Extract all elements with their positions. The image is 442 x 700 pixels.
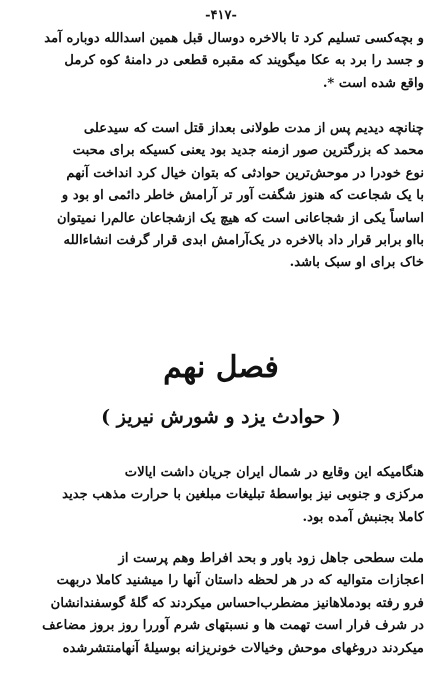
text-line: کاملا بجنبش آمده بود. xyxy=(302,509,424,525)
chapter-subtitle: ( حوادث یزد و شورش نیریز ) xyxy=(101,406,341,428)
text-line: چنانچه دیدیم پس از مدت طولانی بعداز قتل است که سیدعلی xyxy=(83,121,424,136)
chapter-title: فصل نهم xyxy=(163,350,279,385)
text-line: نوع خودرا در موحش‌ترین حوادثی که بتوان خیال کرد انداخت آنهم xyxy=(66,165,424,181)
text-line: در شرف فرار است تهمت ها و نسبتهای شرم آوررا روز بروز مضاعف xyxy=(42,618,424,634)
text-line: با یک شجاعت که هنوز شگفت آور تر آرامش خاطر دائمی او بود و xyxy=(61,188,424,204)
page-number: -۴۱۷- xyxy=(205,8,237,23)
text-line: اعجازات متوالیه که در هر لحظه داستان آنها را میشنید کاملا دربهت xyxy=(56,573,424,589)
text-line: میکردند دروغهای موحش وخیالات خونریزانه بوسیلهٔ آنهامنتشرشده xyxy=(62,640,424,656)
text-line: اساساً یکی از شجاعانی است که هیچ یک ازشجاعان عالم‌را نمیتوان xyxy=(56,210,424,226)
text-line: هنگامیکه این وقایع در شمال ایران جریان داشت ایالات xyxy=(124,465,424,480)
text-line: واقع شده است *. xyxy=(322,75,424,91)
text-line: خاک برای او سبک باشد. xyxy=(289,255,424,271)
text-line: و جسد را برد به عکا میگویند که مقبره قطعی در دامنهٔ کوه کرمل xyxy=(64,53,424,69)
text-line: و بچه‌کسی تسلیم کرد تا بالاخره دوسال قبل همین اسدالله دوباره آمد xyxy=(44,31,424,46)
text-line: فرو رفته بودملاهانیز مضطرب‌احساس میکردند که گلهٔ گوسفندانشان xyxy=(50,595,424,611)
text-line: ملت سطحی جاهل زود باور و بحد افراط وهم پرست از xyxy=(118,551,424,566)
text-line: بااو برابر قرار داد بالاخره در یک‌آرامش ابدی قرار گرفت انشاءالله xyxy=(63,232,424,248)
paragraph-3 xyxy=(22,462,424,529)
paragraph-2 xyxy=(22,118,424,275)
text-line: محمد که بزرگترین صور ازمنه جدید بود یعنی کسیکه برای محبت xyxy=(72,143,424,159)
text-line: مرکزی و جنوبی نیز بواسطهٔ تبلیغات مبلغین با حرارت مذهب جدید xyxy=(62,487,424,503)
paragraph-4 xyxy=(22,548,424,660)
paragraph-1 xyxy=(22,28,424,95)
